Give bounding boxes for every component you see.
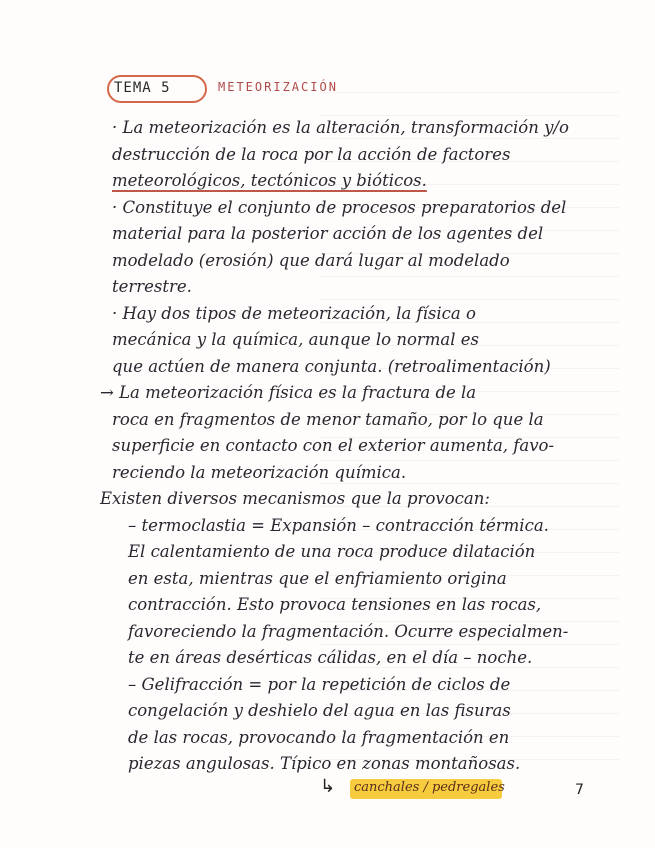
text-line: · Hay dos tipos de meteorización, la física o [112, 303, 476, 323]
text-line: Existen diversos mecanismos que la provocan: [100, 489, 490, 508]
text-line: roca en fragmentos de menor tamaño, por lo que la [112, 409, 544, 429]
text-line: superficie en contacto con el exterior aumenta, favo- [112, 436, 555, 455]
highlighted-note: canchales / pedregales [354, 780, 505, 795]
text-line: material para la posterior acción de los agentes del [112, 224, 544, 243]
text-line: que actúen de manera conjunta. (retroalimentación) [112, 356, 551, 376]
text-line: terrestre. [112, 277, 192, 296]
text-line: destrucción de la roca por la acción de factores [112, 144, 511, 164]
text-line: – termoclastia = Expansión – contracción térmica. [128, 515, 549, 535]
text-line: El calentamiento de una roca produce dilatación [128, 542, 536, 561]
text-line: – Gelifracción = por la repetición de ciclos de [128, 674, 511, 694]
tema-label: TEMA 5 [114, 80, 171, 96]
text-line: piezas angulosas. Típico en zonas montañosas. [128, 754, 521, 773]
text-line: congelación y deshielo del agua en las fisuras [128, 701, 511, 720]
text-line: en esta, mientras que el enfriamiento origina [128, 568, 507, 588]
text-line: mecánica y la química, aunque lo normal es [112, 330, 480, 349]
text-line: modelado (erosión) que dará lugar al modelado [112, 250, 510, 270]
text-line: de las rocas, provocando la fragmentación en [128, 727, 510, 747]
text-line: · La meteorización es la alteración, transformación y/o [112, 118, 569, 137]
page-title: METEORIZACIÓN [218, 80, 338, 94]
text-line: reciendo la meteorización química. [112, 462, 407, 482]
text-line: favoreciendo la fragmentación. Ocurre especialmen- [128, 621, 569, 641]
arrow-icon: ↳ [320, 776, 336, 797]
page-number: 7 [575, 782, 584, 798]
text-line: te en áreas desérticas cálidas, en el día – noche. [128, 648, 533, 667]
text-line: contracción. Esto provoca tensiones en las rocas, [128, 595, 542, 614]
text-line: → La meteorización física es la fractura de la [100, 383, 477, 402]
text-line: · Constituye el conjunto de procesos preparatorios del [112, 197, 567, 217]
text-line: meteorológicos, tectónicos y bióticos. [112, 171, 427, 190]
